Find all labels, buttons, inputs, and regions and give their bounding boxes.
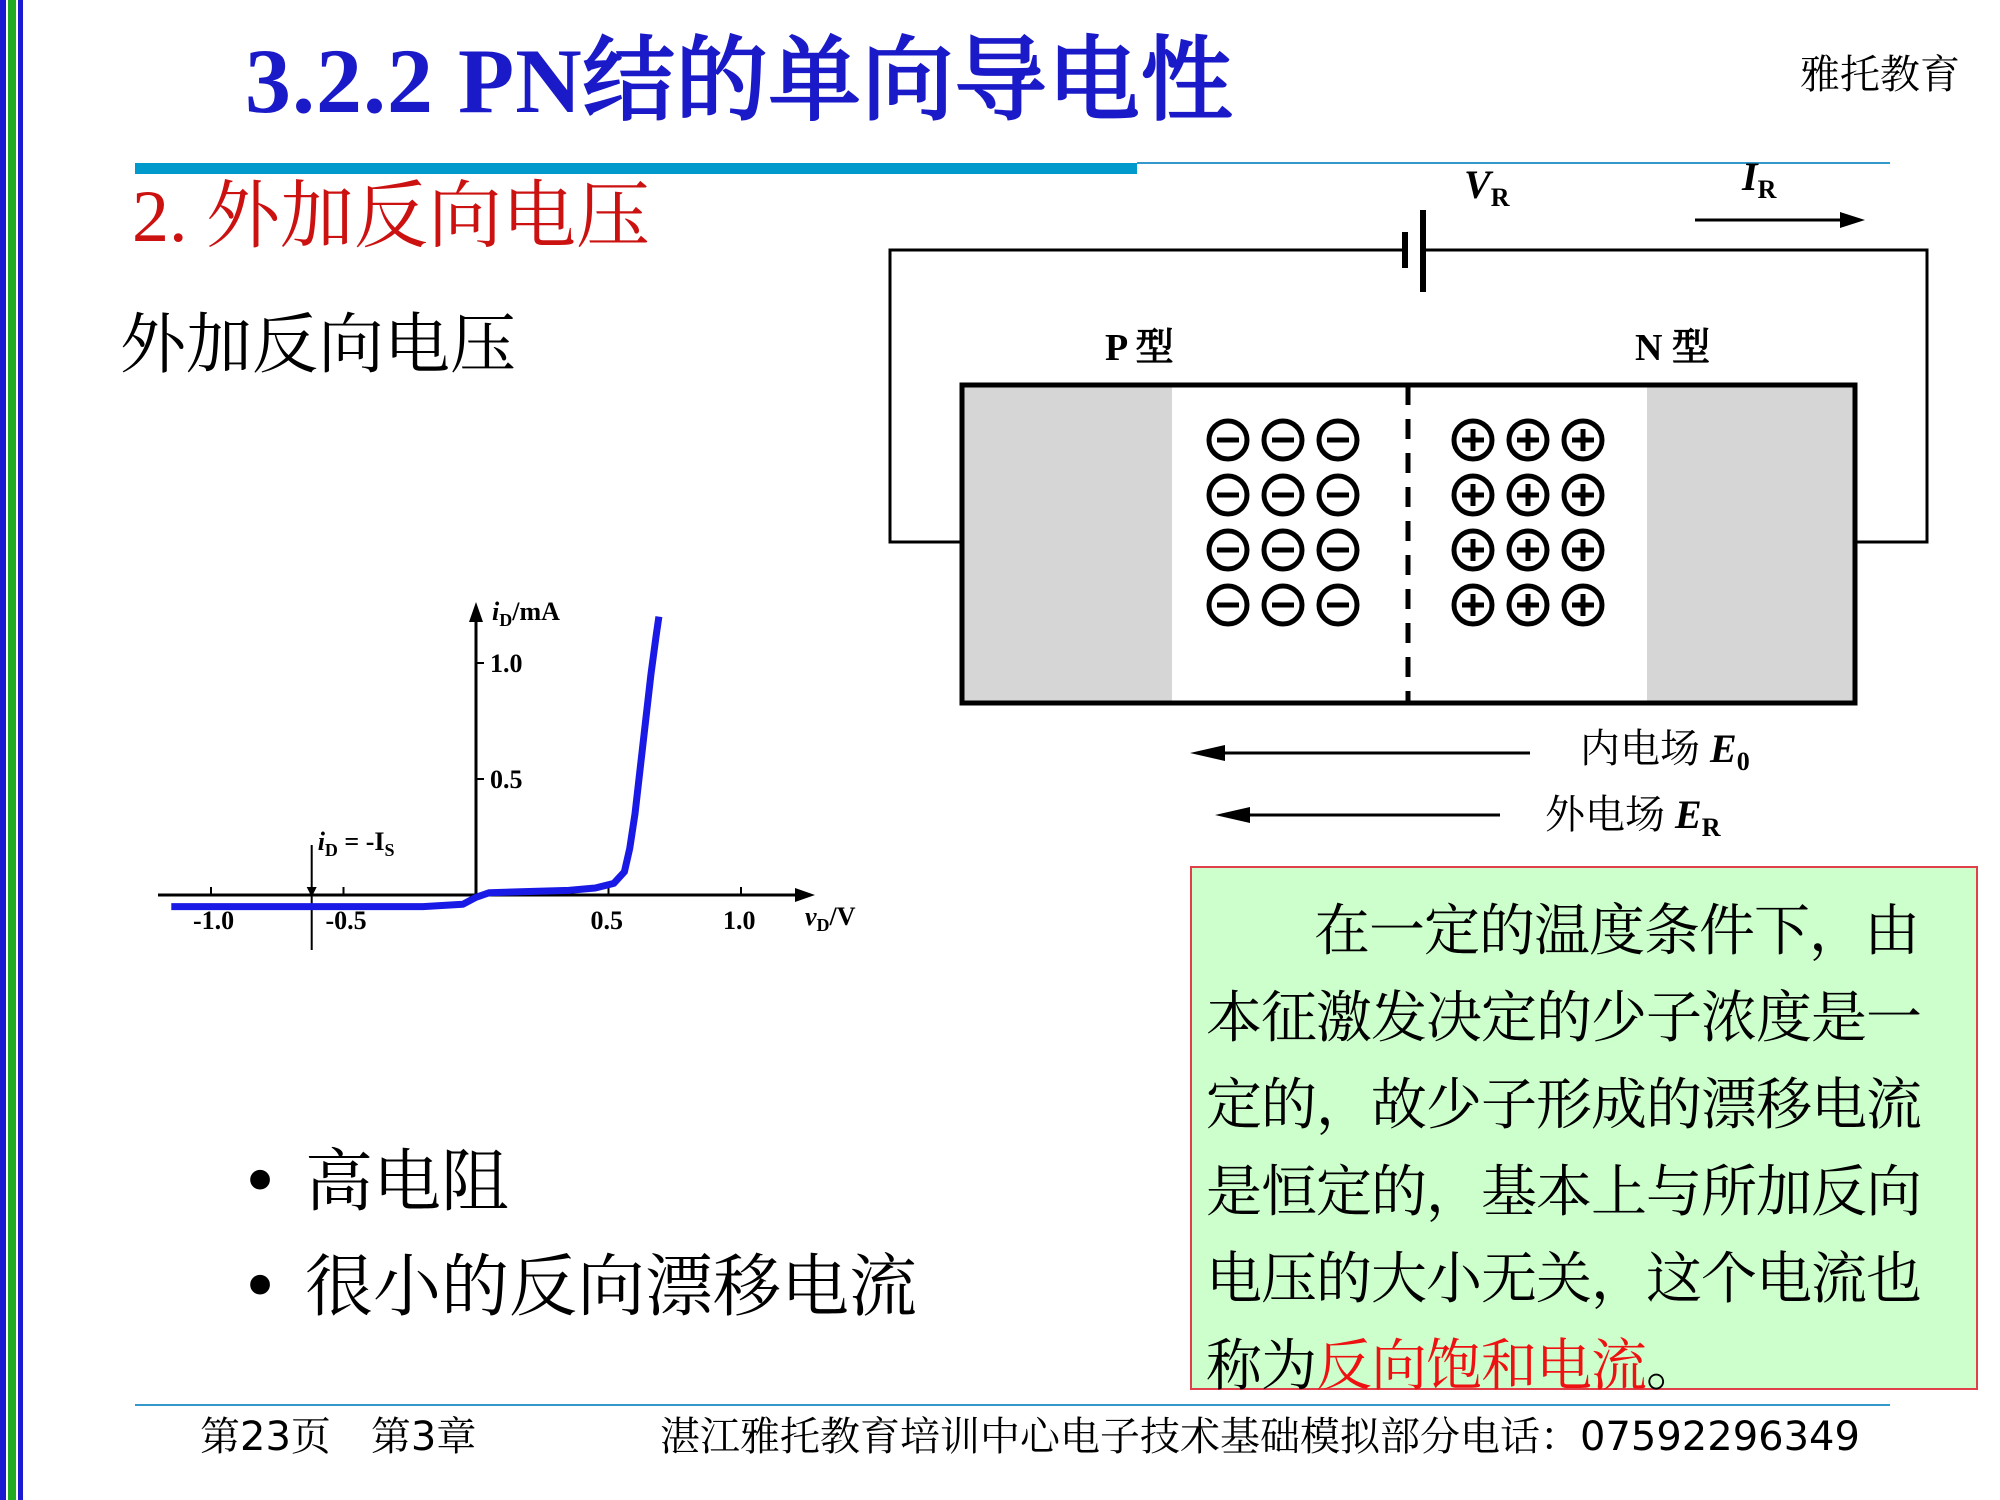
- negative-ion: [1209, 421, 1247, 459]
- positive-ion: [1509, 586, 1547, 624]
- e0-arrow-head: [1190, 745, 1225, 761]
- x-tick-label: 0.5: [590, 906, 623, 935]
- n-region: [1647, 385, 1855, 703]
- slide-title: 3.2.2 PN结的单向导电性: [245, 30, 1234, 132]
- bullet-item: • 很小的反向漂移电流: [240, 1248, 918, 1327]
- x-tick-label: -0.5: [325, 906, 367, 935]
- negative-ion: [1319, 476, 1357, 514]
- section-subtitle: 2. 外加反向电压: [132, 176, 650, 258]
- positive-ion: [1509, 476, 1547, 514]
- note-line: 电压的大小无关，这个电流也: [1206, 1247, 1921, 1312]
- er-arrow-head: [1215, 807, 1250, 823]
- ir-label: $I_R$: [1742, 154, 1777, 204]
- negative-ion: [1209, 476, 1247, 514]
- left-stripe-blue-2: [18, 0, 23, 1500]
- ir-arrow-head: [1840, 212, 1865, 228]
- bullet-list: [240, 1130, 917, 1340]
- x-tick-label: -1.0: [193, 906, 235, 935]
- positive-ion: [1564, 531, 1602, 569]
- note-line: 定的，故少子形成的漂移电流: [1206, 1073, 1921, 1138]
- negative-ion: [1264, 476, 1302, 514]
- note-line: 在一定的温度条件下，由: [1314, 899, 1919, 964]
- note-line: 是恒定的，基本上与所加反向: [1206, 1160, 1921, 1225]
- negative-ion: [1209, 586, 1247, 624]
- positive-ion: [1509, 531, 1547, 569]
- footer-page-info: 第23页 第3章: [200, 1414, 477, 1460]
- negative-ion: [1319, 586, 1357, 624]
- x-tick-label: 1.0: [723, 906, 756, 935]
- explanation-note-box: [1190, 866, 1978, 1399]
- positive-ion: [1454, 531, 1492, 569]
- section-heading: 外加反向电压: [120, 306, 516, 383]
- negative-ion: [1319, 421, 1357, 459]
- p-type-label: P 型: [1105, 327, 1174, 369]
- pn-junction-diagram: [880, 150, 1950, 850]
- negative-ion: [1209, 531, 1247, 569]
- p-region: [962, 385, 1172, 703]
- highlight-term: 反向饱和电流: [1316, 1334, 1646, 1399]
- positive-ion: [1454, 421, 1492, 459]
- iv-curve: [171, 617, 659, 907]
- footer-line: [135, 1404, 1890, 1406]
- left-stripe-blue: [0, 0, 6, 1500]
- left-stripe-green: [8, 0, 16, 1500]
- bullet-item: • 高电阻: [240, 1143, 510, 1222]
- e0-label: 内电场 $E_0$: [1580, 726, 1750, 776]
- y-ticks: [476, 649, 523, 794]
- x-axis-label: $v_D/V$: [805, 902, 856, 935]
- n-type-label: N 型: [1635, 327, 1710, 369]
- iv-characteristic-chart: [150, 590, 890, 990]
- positive-ion: [1564, 476, 1602, 514]
- note-line: 称为反向饱和电流。: [1206, 1334, 1701, 1399]
- positive-ion: [1454, 476, 1492, 514]
- positive-ion: [1509, 421, 1547, 459]
- x-axis-arrow: [795, 888, 815, 902]
- note-line: 本征激发决定的少子浓度是一: [1206, 986, 1921, 1051]
- negative-ion: [1264, 531, 1302, 569]
- y-axis-arrow: [469, 602, 483, 622]
- y-axis-label: $i_D/mA$: [492, 597, 560, 630]
- positive-ion: [1454, 586, 1492, 624]
- positive-ion: [1564, 421, 1602, 459]
- vr-label: $V_R$: [1464, 162, 1510, 212]
- negative-ion: [1264, 421, 1302, 459]
- er-label: 外电场 $E_R$: [1545, 792, 1721, 842]
- annotation-label: $i_D = -I_S$: [317, 827, 395, 860]
- y-tick-label: 1.0: [490, 649, 523, 678]
- positive-ion: [1564, 586, 1602, 624]
- negative-ion: [1319, 531, 1357, 569]
- y-tick-label: 0.5: [490, 765, 523, 794]
- brand-label: 雅托教育: [1800, 52, 1960, 98]
- negative-ion: [1264, 586, 1302, 624]
- footer-org-info: 湛江雅托教育培训中心电子技术基础模拟部分电话：07592296349: [660, 1414, 1860, 1460]
